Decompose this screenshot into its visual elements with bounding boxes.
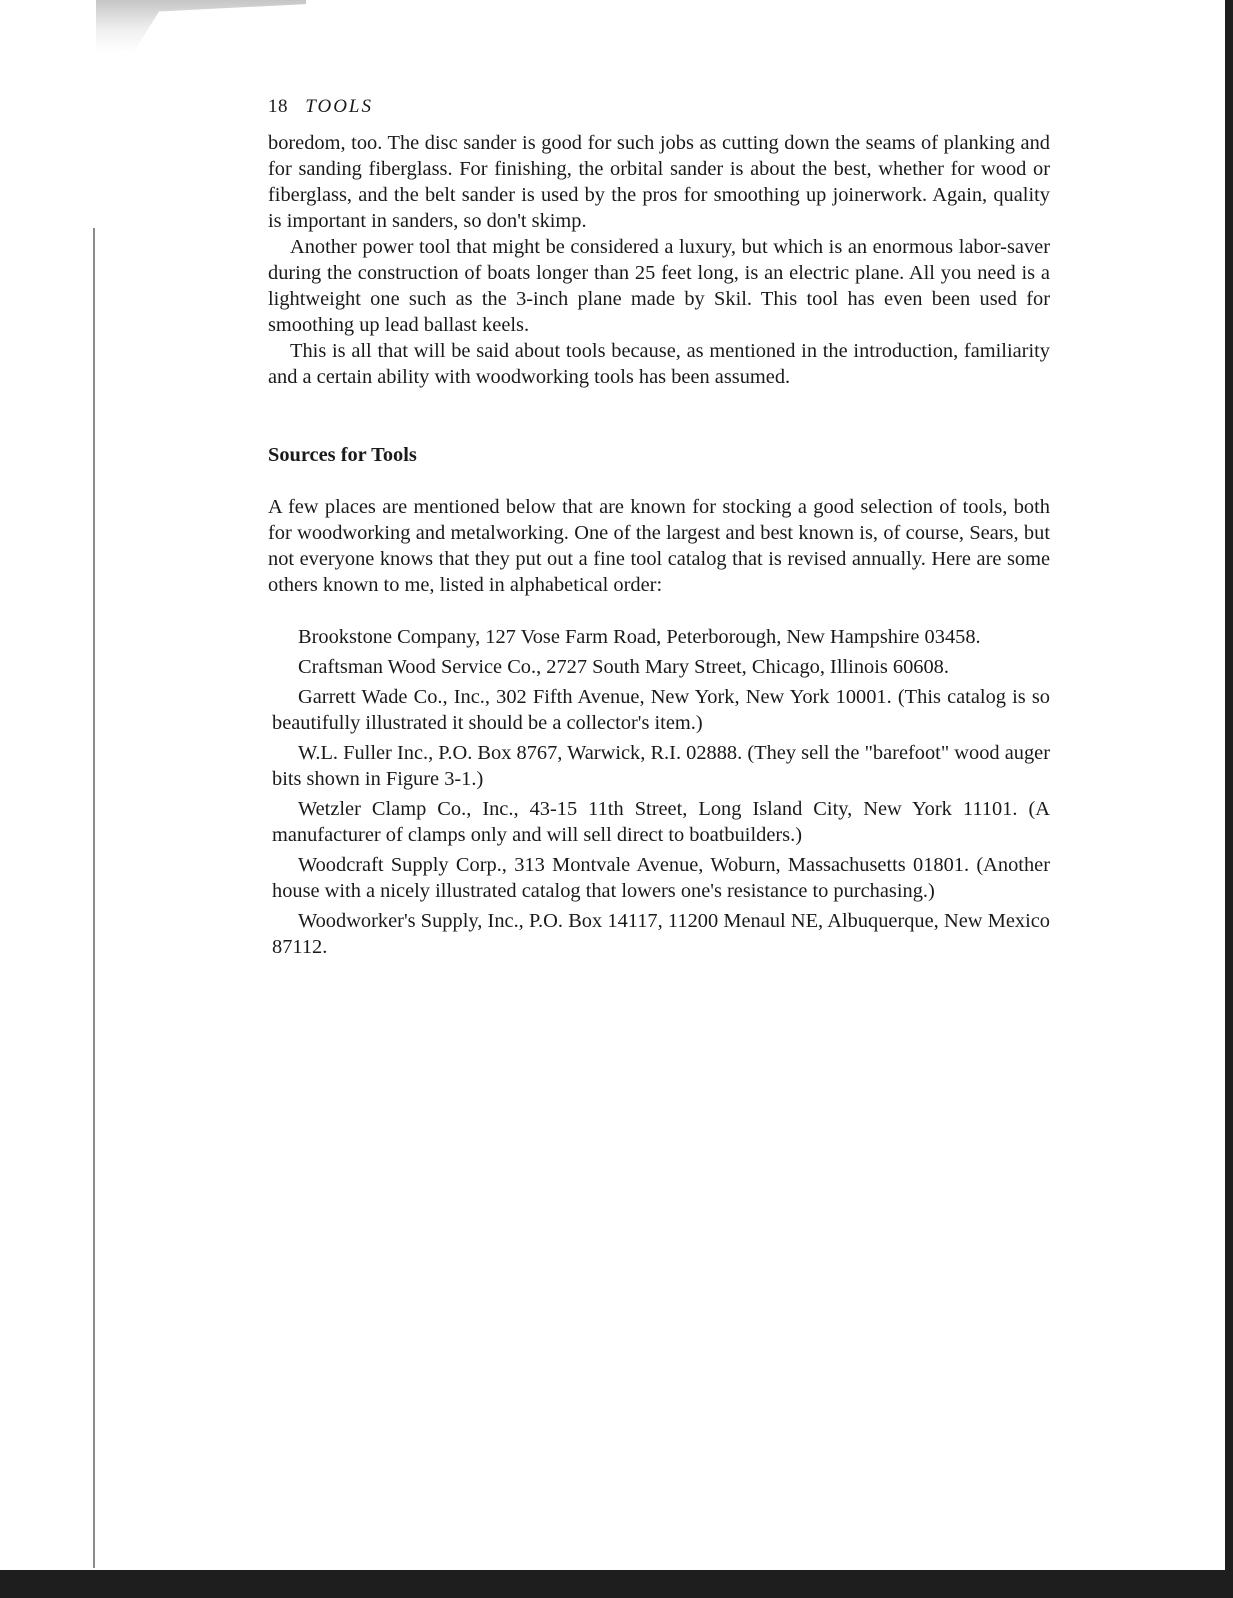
page-content <box>268 94 1050 964</box>
body-paragraph: This is all that will be said about tools because, as mentioned in the introduction, familiarity and a certain ability with woodworking tools has been assumed. <box>268 340 1050 388</box>
source-entry: Brookstone Company, 127 Vose Farm Road, Peterborough, New Hampshire 03458. <box>298 626 981 648</box>
page-number: 18 <box>268 96 288 117</box>
scan-smudge <box>96 0 306 52</box>
source-entry: Garrett Wade Co., Inc., 302 Fifth Avenue, New York, New York 10001. (This catalog is so beautifully illustrated it should be a collector's item.) <box>272 686 1050 734</box>
source-entry: Woodcraft Supply Corp., 313 Montvale Avenue, Woburn, Massachusetts 01801. (Another house with a nicely illustrated catalog that lowers one's resistance to purchasing.) <box>272 854 1050 902</box>
source-entry: Woodworker's Supply, Inc., P.O. Box 14117, 11200 Menaul NE, Albuquerque, New Mexico 87112. <box>272 910 1050 958</box>
body-paragraph: Another power tool that might be considered a luxury, but which is an enormous labor-saver during the construction of boats longer than 25 feet long, is an electric plane. All you need is a lightweight one such as the 3-inch plane made by Skil. This tool has even been used for smoothing up lead ballast keels. <box>268 236 1050 336</box>
scan-edge-left <box>93 228 95 1568</box>
running-head <box>268 94 1050 120</box>
sources-intro-paragraph: A few places are mentioned below that are known for stocking a good selection of tools, both for woodworking and metalworking. One of the largest and best known is, of course, Sears, but not everyone knows that they put out a fine tool catalog that is revised annually. Here are some others known to me, listed in alphabetical order: <box>268 496 1050 596</box>
source-entry: Craftsman Wood Service Co., 2727 South Mary Street, Chicago, Illinois 60608. <box>298 656 949 678</box>
running-head-title: TOOLS <box>305 96 373 117</box>
scan-edge-right <box>1225 0 1233 1598</box>
source-entry: Wetzler Clamp Co., Inc., 43-15 11th Street, Long Island City, New York 11101. (A manufacturer of clamps only and will sell direct to boatbuilders.) <box>272 798 1050 846</box>
section-heading: Sources for Tools <box>268 444 417 466</box>
source-entry: W.L. Fuller Inc., P.O. Box 8767, Warwick, R.I. 02888. (They sell the "barefoot" wood auger bits shown in Figure 3-1.) <box>272 742 1050 790</box>
scan-edge-bottom <box>0 1570 1233 1598</box>
body-paragraph: boredom, too. The disc sander is good for such jobs as cutting down the seams of planking and for sanding fiberglass. For finishing, the orbital sander is about the best, whether for wood or fiberglass, and the belt sander is used by the pros for smoothing up joinerwork. Again, quality is important in sanders, so don't skimp. <box>268 132 1050 232</box>
